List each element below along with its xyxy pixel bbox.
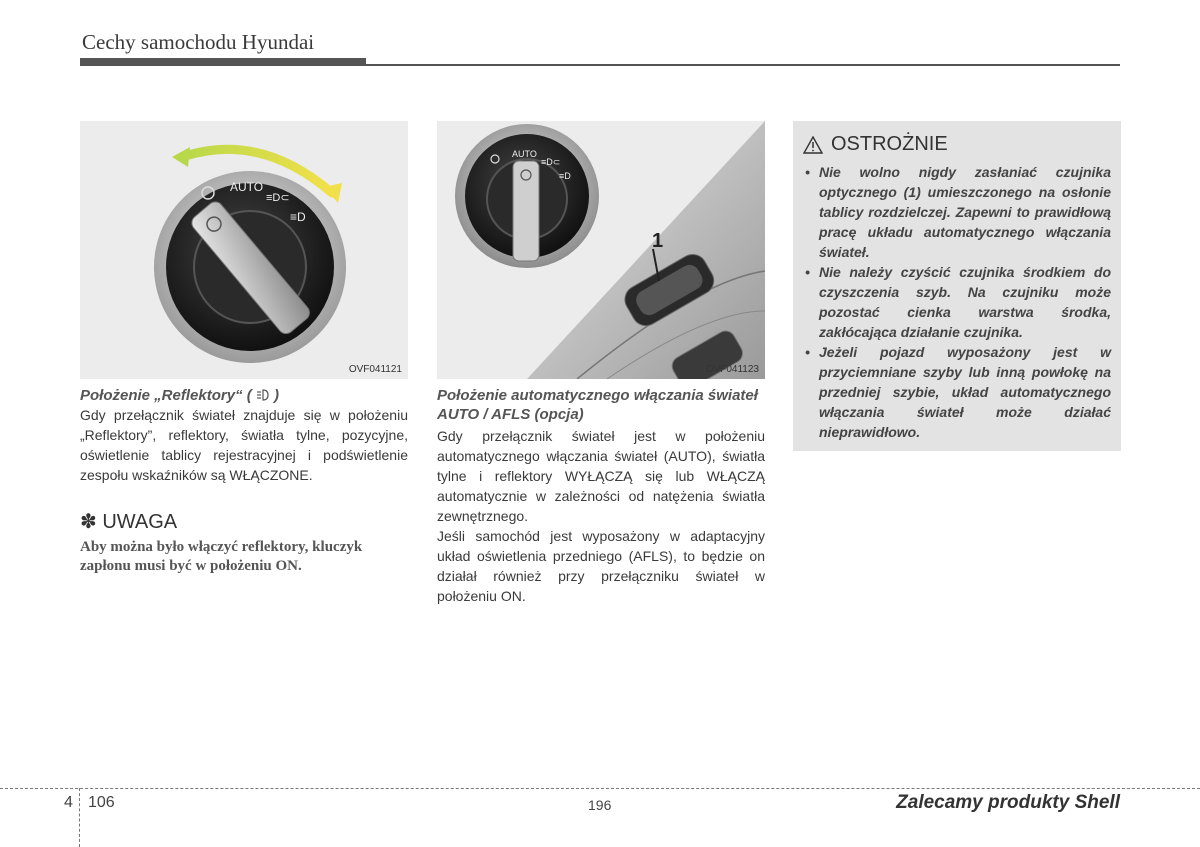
section-paragraph-2: Jeśli samochód jest wyposażony w adaptacyjny układ oświetlenia przedniego (AFLS), to będzie on działał również przy przełączniku świateł w położeniu ON.: [437, 528, 765, 604]
section-body: Gdy przełącznik świateł znajduje się w położeniu „Reflektory”, reflektory, światła tylne, pozycyjne, oświetlenie tablicy rejestracyjnej i podświetlenie zespołu wskaźników są WŁĄCZONE.: [80, 407, 408, 483]
svg-text:≡D: ≡D: [559, 171, 571, 181]
warning-triangle-icon: [803, 136, 823, 154]
caution-item: • Nie wolno nigdy zasłaniać czujnika optycznego (1) umieszczonego na osłonie tablicy rozdzielczej. Zapewni to prawidłową pracę układu automatycznego włączania świateł.: [805, 164, 1111, 260]
svg-text:≡D: ≡D: [290, 210, 306, 224]
header-rule: [366, 64, 1120, 66]
section-paragraph-1: Gdy przełącznik świateł jest w położeniu automatycznego włączania świateł (AUTO), światła tylne i reflektory WYŁĄCZĄ się lub WŁĄCZĄ automatycznie w zależności od natężenia światła zewnętrznego.: [437, 428, 765, 524]
section-headlights: [80, 386, 408, 576]
figure-auto-light-sensor: [437, 121, 765, 379]
svg-text:≡D⊂: ≡D⊂: [266, 192, 290, 204]
page-number: 106: [88, 794, 115, 811]
header-bar: [80, 58, 366, 66]
footer-vertical-divider: [79, 788, 80, 847]
caution-item: • Jeżeli pojazd wyposażony jest w przyciemniane szyby lub inną powłokę na przedniej szybie, układ automatycznego włączania świateł może działać nieprawidłowo.: [805, 344, 1111, 440]
section-heading: Położenie automatycznego włączania świateł AUTO / AFLS (opcja): [437, 387, 758, 423]
chapter-number: 4: [64, 794, 73, 811]
note-text: Aby można było włączyć reflektory, kluczyk zapłonu musi być w położeniu ON.: [80, 539, 363, 574]
auto-label-2: AUTO: [512, 149, 537, 159]
figure-headlight-switch: [80, 121, 408, 379]
headlight-icon: [256, 389, 270, 401]
sensor-callout-label: 1: [652, 230, 664, 252]
sheet-number: 196: [588, 797, 612, 813]
section-heading-prefix: Położenie „Reflektory“ (: [80, 387, 252, 404]
auto-sensor-illustration: [437, 121, 765, 379]
auto-label: AUTO: [230, 180, 264, 194]
note-title: ✽ UWAGA: [80, 511, 178, 533]
section-heading: [80, 386, 408, 405]
headlight-switch-illustration: [80, 121, 408, 379]
section-auto-lights: [437, 386, 765, 606]
caution-list: [803, 162, 1111, 442]
caution-item: • Nie należy czyścić czujnika środkiem do czyszczenia szyb. Na czujniku może pozostać cienka warstwa środka, zakłócająca działanie czujnika.: [805, 264, 1111, 340]
caution-title: OSTROŻNIE: [831, 133, 948, 155]
caution-box: [793, 121, 1121, 451]
footer-brand-text: Zalecamy produkty Shell: [896, 792, 1120, 813]
section-heading-suffix: ): [274, 387, 280, 404]
figure-code: OVF041121: [348, 364, 402, 375]
caution-heading: [803, 133, 1111, 156]
footer-divider: [0, 788, 1200, 789]
svg-text:≡D⊂: ≡D⊂: [541, 157, 561, 167]
page-header-title: Cechy samochodu Hyundai: [82, 30, 315, 54]
figure-code: OVF041123: [705, 364, 759, 375]
